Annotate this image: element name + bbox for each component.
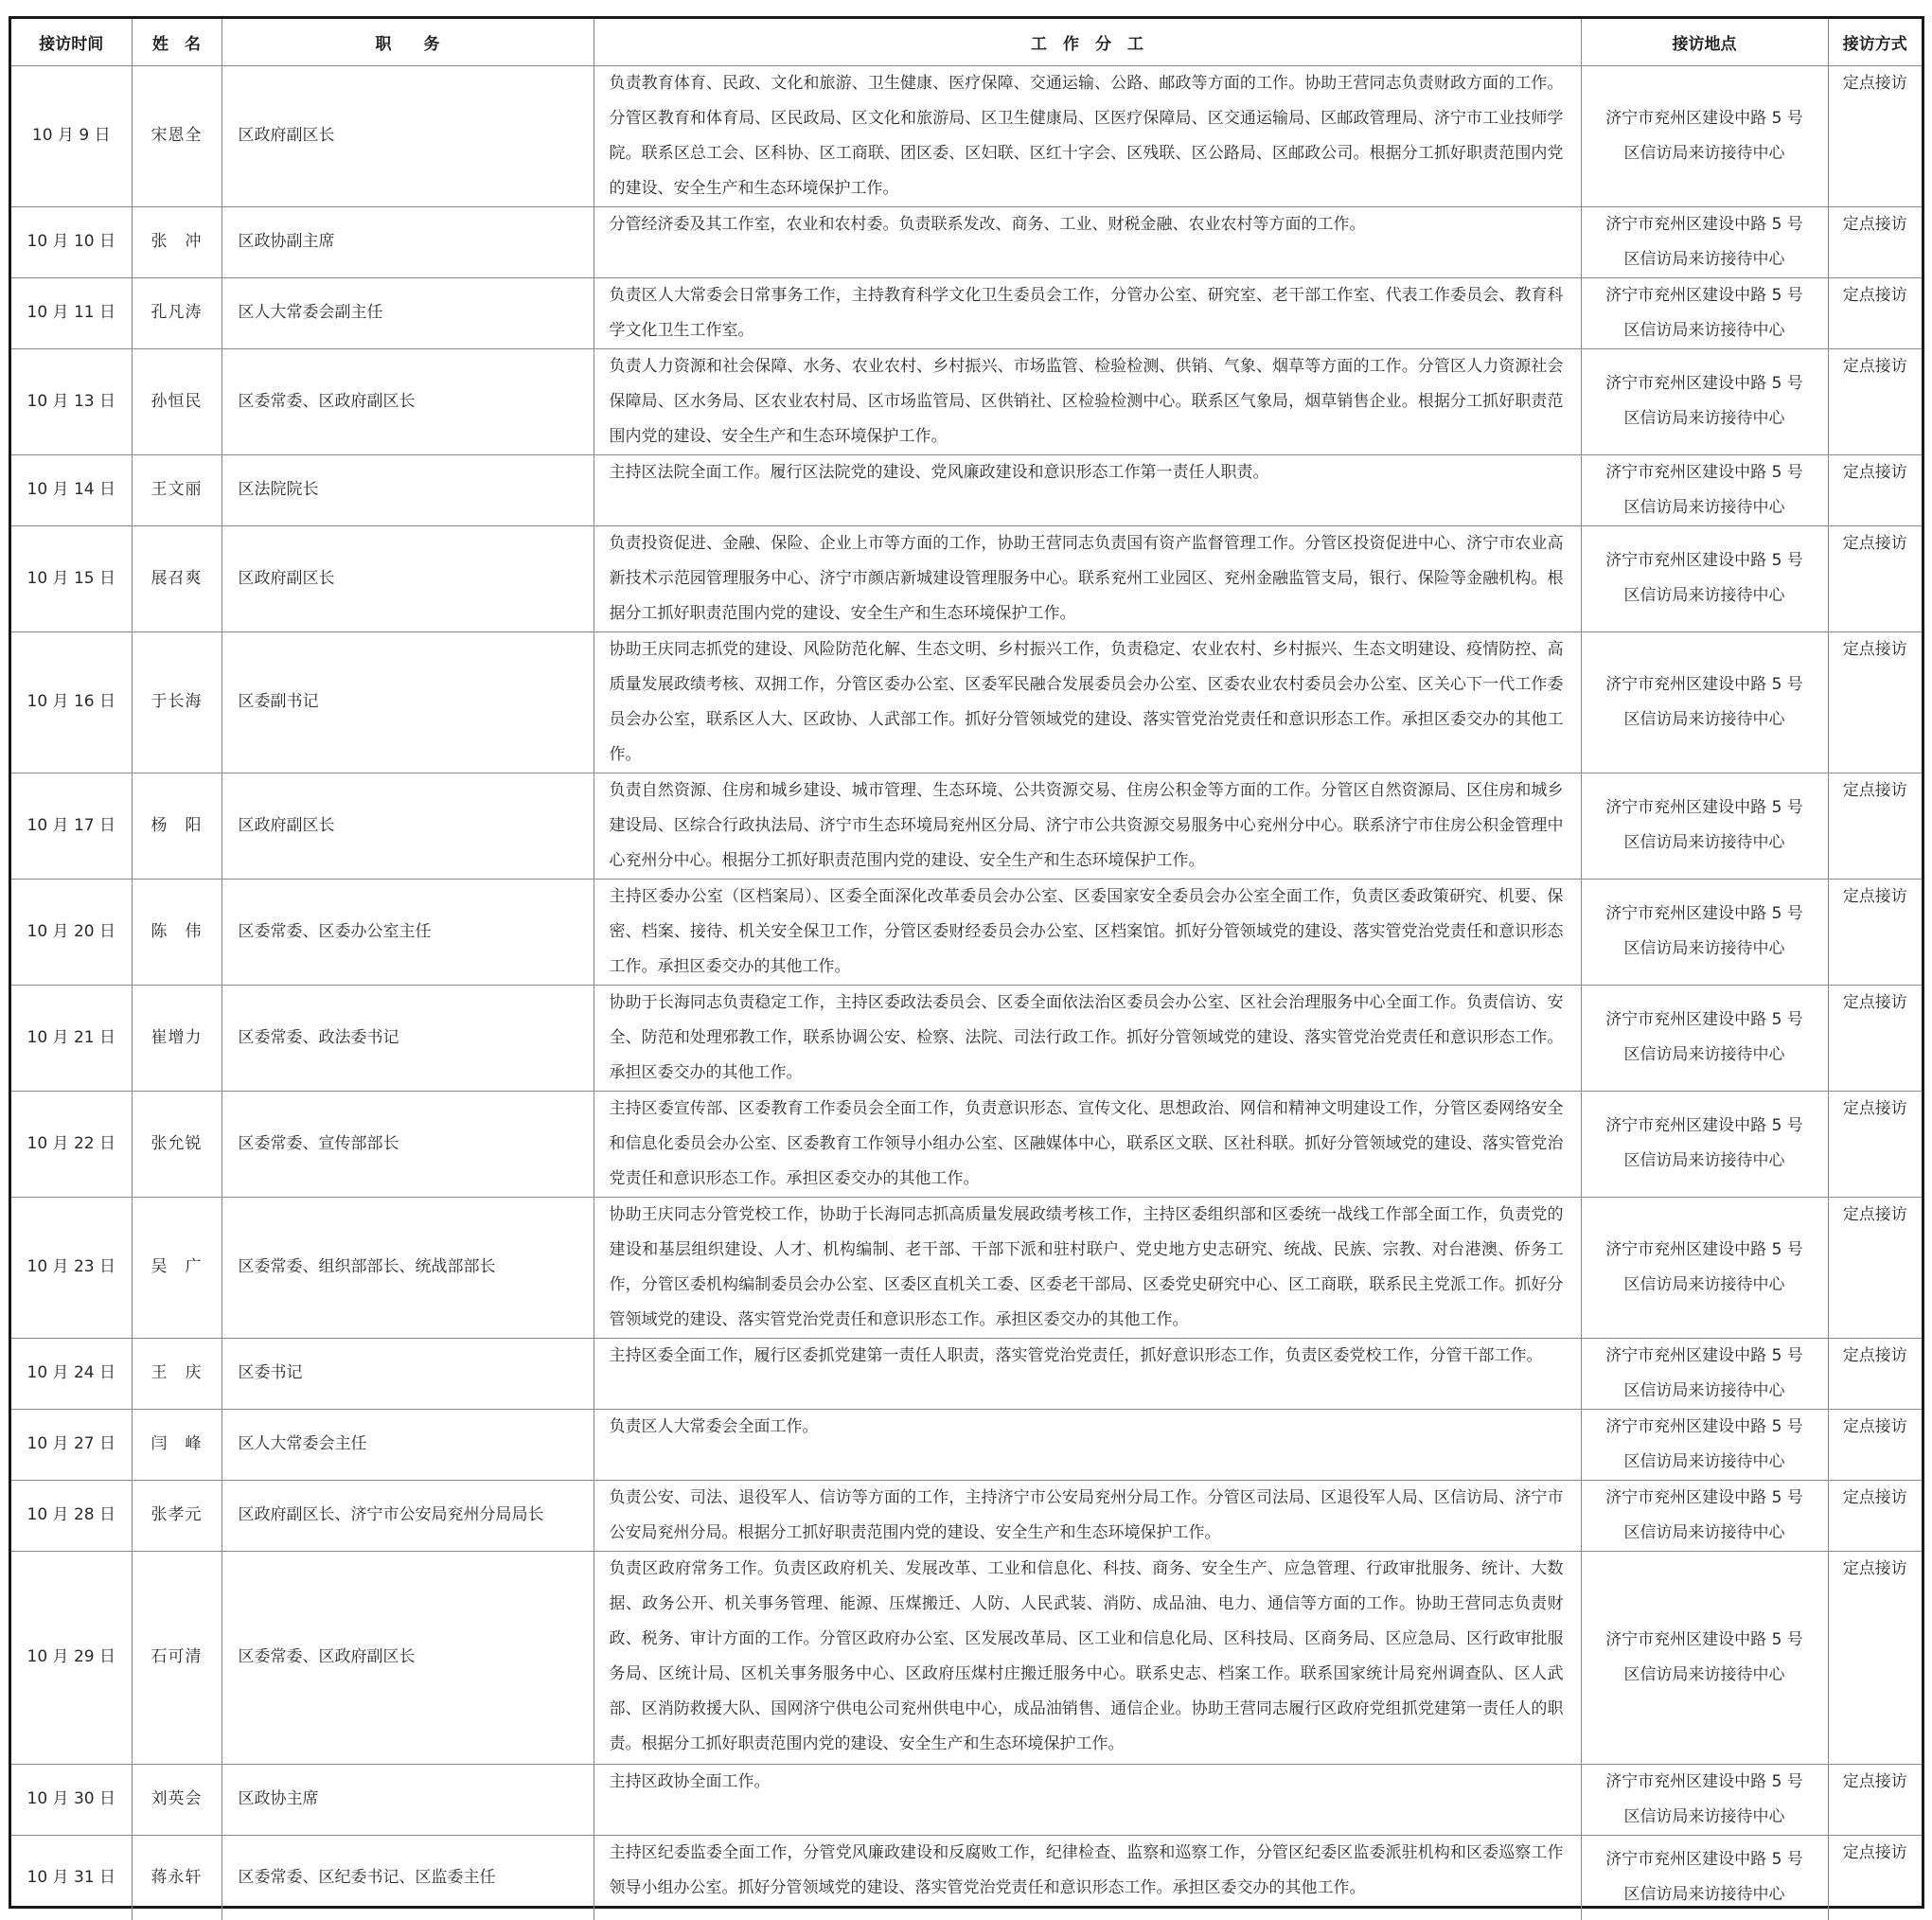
cell-place bbox=[1581, 525, 1828, 631]
cell-date: 10 月 21 日 bbox=[11, 985, 132, 1091]
cell-title: 区人大常委会主任 bbox=[222, 1409, 594, 1480]
cell-method: 定点接访 bbox=[1828, 1338, 1922, 1409]
cell-method: 定点接访 bbox=[1828, 525, 1922, 631]
cell-title: 区委常委、政法委书记 bbox=[222, 985, 594, 1091]
cell-name: 张 冲 bbox=[132, 206, 222, 277]
cell-method: 定点接访 bbox=[1828, 1480, 1922, 1551]
cell-title: 区政协主席 bbox=[222, 1764, 594, 1835]
header-place: 接访地点 bbox=[1581, 19, 1828, 65]
cell-method: 定点接访 bbox=[1828, 631, 1922, 773]
cell-title: 区政府副区长、济宁市公安局兖州分局局长 bbox=[222, 1480, 594, 1551]
cell-place bbox=[1581, 1835, 1828, 1920]
table-row bbox=[11, 985, 1922, 1091]
cell-date: 10 月 24 日 bbox=[11, 1338, 132, 1409]
table-row bbox=[11, 348, 1922, 454]
cell-duties: 主持区委办公室（区档案局）、区委全面深化改革委员会办公室、区委国家安全委员会办公室全面工作，负责区委政策研究、机要、保密、档案、接待、机关安全保卫工作，分管区委财经委员会办公室、区档案馆。抓好分管领域党的建设、落实管党治党责任和意识形态工作。承担区委交办的其他工作。 bbox=[594, 879, 1581, 985]
cell-duties: 主持区政协全面工作。 bbox=[594, 1764, 1581, 1835]
cell-name: 张允锐 bbox=[132, 1091, 222, 1197]
cell-place bbox=[1581, 631, 1828, 773]
cell-date: 10 月 10 日 bbox=[11, 206, 132, 277]
cell-duties: 主持区委全面工作，履行区委抓党建第一责任人职责，落实管党治党责任，抓好意识形态工作，负责区委党校工作，分管干部工作。 bbox=[594, 1338, 1581, 1409]
place-office: 区信访局来访接待中心 bbox=[1623, 939, 1785, 958]
place-address: 济宁市兖州区建设中路 5 号 bbox=[1605, 1850, 1803, 1870]
table-row bbox=[11, 277, 1922, 348]
cell-name: 孙恒民 bbox=[132, 348, 222, 454]
place-office: 区信访局来访接待中心 bbox=[1623, 497, 1785, 517]
cell-method: 定点接访 bbox=[1828, 277, 1922, 348]
place-address: 济宁市兖州区建设中路 5 号 bbox=[1605, 374, 1803, 393]
place-address: 济宁市兖州区建设中路 5 号 bbox=[1605, 462, 1803, 482]
cell-place bbox=[1581, 1551, 1828, 1764]
table-row bbox=[11, 773, 1922, 879]
cell-date: 10 月 20 日 bbox=[11, 879, 132, 985]
cell-name: 王文丽 bbox=[132, 454, 222, 525]
place-office: 区信访局来访接待中心 bbox=[1623, 1274, 1785, 1294]
cell-duties: 负责教育体育、民政、文化和旅游、卫生健康、医疗保障、交通运输、公路、邮政等方面的工作。协助王营同志负责财政方面的工作。分管区教育和体育局、区民政局、区文化和旅游局、区卫生健康局、区医疗保障局、区交通运输局、区邮政管理局、济宁市工业技师学院。联系区总工会、区科协、区工商联、团区委、区妇联、区红十字会、区残联、区公路局、区邮政公司。根据分工抓好职责范围内党的建设、安全生产和生态环境保护工作。 bbox=[594, 65, 1581, 206]
place-address: 济宁市兖州区建设中路 5 号 bbox=[1605, 1487, 1803, 1507]
cell-name: 张孝元 bbox=[132, 1480, 222, 1551]
place-address: 济宁市兖州区建设中路 5 号 bbox=[1605, 285, 1803, 305]
table-row bbox=[11, 1091, 1922, 1197]
cell-title: 区委常委、区政府副区长 bbox=[222, 1551, 594, 1764]
cell-date: 10 月 15 日 bbox=[11, 525, 132, 631]
place-address: 济宁市兖州区建设中路 5 号 bbox=[1605, 1239, 1803, 1259]
cell-name: 孔凡涛 bbox=[132, 277, 222, 348]
place-address: 济宁市兖州区建设中路 5 号 bbox=[1605, 1116, 1803, 1135]
schedule-frame bbox=[9, 16, 1924, 1909]
place-address: 济宁市兖州区建设中路 5 号 bbox=[1605, 108, 1803, 128]
header-method: 接访方式 bbox=[1828, 19, 1922, 65]
cell-title: 区委常委、区委办公室主任 bbox=[222, 879, 594, 985]
reception-schedule-table bbox=[11, 19, 1922, 1920]
cell-name: 王 庆 bbox=[132, 1338, 222, 1409]
table-body bbox=[11, 65, 1922, 1920]
cell-method: 定点接访 bbox=[1828, 348, 1922, 454]
cell-place bbox=[1581, 277, 1828, 348]
cell-place bbox=[1581, 879, 1828, 985]
place-office: 区信访局来访接待中心 bbox=[1623, 320, 1785, 340]
place-address: 济宁市兖州区建设中路 5 号 bbox=[1605, 551, 1803, 570]
cell-duties: 负责区人大常委会日常事务工作，主持教育科学文化卫生委员会工作，分管办公室、研究室、老干部工作室、代表工作委员会、教育科学文化卫生工作室。 bbox=[594, 277, 1581, 348]
cell-method: 定点接访 bbox=[1828, 1091, 1922, 1197]
cell-method: 定点接访 bbox=[1828, 1197, 1922, 1338]
cell-title: 区政府副区长 bbox=[222, 525, 594, 631]
table-row bbox=[11, 879, 1922, 985]
cell-title: 区委常委、宣传部部长 bbox=[222, 1091, 594, 1197]
cell-duties: 负责投资促进、金融、保险、企业上市等方面的工作，协助王营同志负责国有资产监督管理工作。分管区投资促进中心、济宁市农业高新技术示范园管理服务中心、济宁市颜店新城建设管理服务中心。联系兖州工业园区、兖州金融监管支局，银行、保险等金融机构。根据分工抓好职责范围内党的建设、安全生产和生态环境保护工作。 bbox=[594, 525, 1581, 631]
cell-place bbox=[1581, 1764, 1828, 1835]
cell-place bbox=[1581, 1409, 1828, 1480]
place-address: 济宁市兖州区建设中路 5 号 bbox=[1605, 904, 1803, 923]
place-office: 区信访局来访接待中心 bbox=[1623, 1380, 1785, 1400]
cell-date: 10 月 23 日 bbox=[11, 1197, 132, 1338]
cell-method: 定点接访 bbox=[1828, 985, 1922, 1091]
table-row bbox=[11, 454, 1922, 525]
cell-date: 10 月 27 日 bbox=[11, 1409, 132, 1480]
cell-title: 区委常委、组织部部长、统战部部长 bbox=[222, 1197, 594, 1338]
cell-duties: 主持区法院全面工作。履行区法院党的建设、党风廉政建设和意识形态工作第一责任人职责。 bbox=[594, 454, 1581, 525]
table-row bbox=[11, 65, 1922, 206]
header-title: 职 务 bbox=[222, 19, 594, 65]
place-address: 济宁市兖州区建设中路 5 号 bbox=[1605, 1771, 1803, 1791]
cell-title: 区委常委、区纪委书记、区监委主任 bbox=[222, 1835, 594, 1920]
cell-name: 于长海 bbox=[132, 631, 222, 773]
cell-place bbox=[1581, 985, 1828, 1091]
cell-place bbox=[1581, 1197, 1828, 1338]
cell-date: 10 月 13 日 bbox=[11, 348, 132, 454]
cell-date: 10 月 16 日 bbox=[11, 631, 132, 773]
cell-place bbox=[1581, 773, 1828, 879]
place-address: 济宁市兖州区建设中路 5 号 bbox=[1605, 1416, 1803, 1436]
cell-title: 区委常委、区政府副区长 bbox=[222, 348, 594, 454]
cell-duties: 负责公安、司法、退役军人、信访等方面的工作，主持济宁市公安局兖州分局工作。分管区司法局、区退役军人局、区信访局、济宁市公安局兖州分局。根据分工抓好职责范围内党的建设、安全生产和生态环境保护工作。 bbox=[594, 1480, 1581, 1551]
cell-title: 区政府副区长 bbox=[222, 773, 594, 879]
cell-name: 展召爽 bbox=[132, 525, 222, 631]
cell-date: 10 月 11 日 bbox=[11, 277, 132, 348]
cell-method: 定点接访 bbox=[1828, 1835, 1922, 1920]
cell-duties: 主持区委宣传部、区委教育工作委员会全面工作，负责意识形态、宣传文化、思想政治、网信和精神文明建设工作，分管区委网络安全和信息化委员会办公室、区委教育工作领导小组办公室、区融媒体中心，联系区文联、区社科联。抓好分管领域党的建设、落实管党治党责任和意识形态工作。承担区委交办的其他工作。 bbox=[594, 1091, 1581, 1197]
cell-place bbox=[1581, 206, 1828, 277]
cell-date: 10 月 31 日 bbox=[11, 1835, 132, 1920]
cell-name: 石可清 bbox=[132, 1551, 222, 1764]
cell-place bbox=[1581, 65, 1828, 206]
cell-name: 吴 广 bbox=[132, 1197, 222, 1338]
table-row bbox=[11, 525, 1922, 631]
place-office: 区信访局来访接待中心 bbox=[1623, 833, 1785, 852]
table-row bbox=[11, 1197, 1922, 1338]
place-office: 区信访局来访接待中心 bbox=[1623, 1151, 1785, 1170]
cell-place bbox=[1581, 454, 1828, 525]
cell-title: 区政府副区长 bbox=[222, 65, 594, 206]
cell-name: 闫 峰 bbox=[132, 1409, 222, 1480]
table-row bbox=[11, 1835, 1922, 1920]
cell-duties: 负责区人大常委会全面工作。 bbox=[594, 1409, 1581, 1480]
cell-place bbox=[1581, 1338, 1828, 1409]
cell-name: 崔增力 bbox=[132, 985, 222, 1091]
cell-duties: 负责人力资源和社会保障、水务、农业农村、乡村振兴、市场监管、检验检测、供销、气象、烟草等方面的工作。分管区人力资源社会保障局、区水务局、区农业农村局、区市场监管局、区供销社、区检验检测中心。联系区气象局，烟草销售企业。根据分工抓好职责范围内党的建设、安全生产和生态环境保护工作。 bbox=[594, 348, 1581, 454]
cell-name: 宋恩全 bbox=[132, 65, 222, 206]
table-row bbox=[11, 631, 1922, 773]
cell-place bbox=[1581, 1091, 1828, 1197]
place-office: 区信访局来访接待中心 bbox=[1623, 1664, 1785, 1684]
table-row bbox=[11, 1764, 1922, 1835]
cell-title: 区委书记 bbox=[222, 1338, 594, 1409]
place-office: 区信访局来访接待中心 bbox=[1623, 709, 1785, 729]
cell-method: 定点接访 bbox=[1828, 773, 1922, 879]
cell-method: 定点接访 bbox=[1828, 65, 1922, 206]
cell-date: 10 月 29 日 bbox=[11, 1551, 132, 1764]
place-office: 区信访局来访接待中心 bbox=[1623, 1885, 1785, 1905]
place-office: 区信访局来访接待中心 bbox=[1623, 409, 1785, 428]
cell-duties: 协助于长海同志负责稳定工作，主持区委政法委员会、区委全面依法治区委员会办公室、区社会治理服务中心全面工作。负责信访、安全、防范和处理邪教工作，联系协调公安、检察、法院、司法行政工作。抓好分管领域党的建设、落实管党治党责任和意识形态工作。承担区委交办的其他工作。 bbox=[594, 985, 1581, 1091]
header-row bbox=[11, 19, 1922, 65]
cell-title: 区人大常委会副主任 bbox=[222, 277, 594, 348]
cell-method: 定点接访 bbox=[1828, 1764, 1922, 1835]
place-address: 济宁市兖州区建设中路 5 号 bbox=[1605, 214, 1803, 234]
place-office: 区信访局来访接待中心 bbox=[1623, 586, 1785, 605]
cell-duties: 协助王庆同志分管党校工作，协助于长海同志抓高质量发展政绩考核工作，主持区委组织部和区委统一战线工作部全面工作，负责党的建设和基层组织建设、人才、机构编制、老干部、干部下派和驻村联户、党史地方史志研究、统战、民族、宗教、对台港澳、侨务工作，分管区委机构编制委员会办公室、区委区直机关工委、区委老干部局、区委党史研究中心、区工商联，联系民主党派工作。抓好分管领域党的建设、落实管党治党责任和意识形态工作。承担区委交办的其他工作。 bbox=[594, 1197, 1581, 1338]
place-office: 区信访局来访接待中心 bbox=[1623, 249, 1785, 269]
cell-duties: 协助王庆同志抓党的建设、风险防范化解、生态文明、乡村振兴工作，负责稳定、农业农村、乡村振兴、生态文明建设、疫情防控、高质量发展政绩考核、双拥工作，分管区委办公室、区委军民融合发展委员会办公室、区委农业农村委员会办公室、区关心下一代工作委员会办公室，联系区人大、区政协、人武部工作。抓好分管领域党的建设、落实管党治党责任和意识形态工作。承担区委交办的其他工作。 bbox=[594, 631, 1581, 773]
place-address: 济宁市兖州区建设中路 5 号 bbox=[1605, 674, 1803, 694]
cell-method: 定点接访 bbox=[1828, 879, 1922, 985]
cell-name: 刘英会 bbox=[132, 1764, 222, 1835]
cell-title: 区政协副主席 bbox=[222, 206, 594, 277]
cell-method: 定点接访 bbox=[1828, 1551, 1922, 1764]
place-office: 区信访局来访接待中心 bbox=[1623, 1806, 1785, 1826]
header-date: 接访时间 bbox=[11, 19, 132, 65]
cell-name: 杨 阳 bbox=[132, 773, 222, 879]
table-row bbox=[11, 1409, 1922, 1480]
cell-method: 定点接访 bbox=[1828, 1409, 1922, 1480]
table-row bbox=[11, 1551, 1922, 1764]
place-office: 区信访局来访接待中心 bbox=[1623, 1045, 1785, 1064]
cell-date: 10 月 22 日 bbox=[11, 1091, 132, 1197]
place-address: 济宁市兖州区建设中路 5 号 bbox=[1605, 1629, 1803, 1649]
cell-method: 定点接访 bbox=[1828, 206, 1922, 277]
cell-duties: 主持区纪委监委全面工作，分管党风廉政建设和反腐败工作，纪律检查、监察和巡察工作，分管区纪委区监委派驻机构和区委巡察工作领导小组办公室。抓好分管领域党的建设、落实管党治党责任和意识形态工作。承担区委交办的其他工作。 bbox=[594, 1835, 1581, 1920]
cell-title: 区委副书记 bbox=[222, 631, 594, 773]
place-office: 区信访局来访接待中心 bbox=[1623, 1451, 1785, 1471]
place-address: 济宁市兖州区建设中路 5 号 bbox=[1605, 798, 1803, 817]
cell-date: 10 月 14 日 bbox=[11, 454, 132, 525]
table-row bbox=[11, 1480, 1922, 1551]
cell-title: 区法院院长 bbox=[222, 454, 594, 525]
cell-place bbox=[1581, 348, 1828, 454]
header-name: 姓 名 bbox=[132, 19, 222, 65]
cell-name: 陈 伟 bbox=[132, 879, 222, 985]
cell-place bbox=[1581, 1480, 1828, 1551]
cell-date: 10 月 17 日 bbox=[11, 773, 132, 879]
place-office: 区信访局来访接待中心 bbox=[1623, 1522, 1785, 1542]
cell-duties: 分管经济委及其工作室，农业和农村委。负责联系发改、商务、工业、财税金融、农业农村等方面的工作。 bbox=[594, 206, 1581, 277]
table-row bbox=[11, 1338, 1922, 1409]
cell-method: 定点接访 bbox=[1828, 454, 1922, 525]
place-address: 济宁市兖州区建设中路 5 号 bbox=[1605, 1345, 1803, 1365]
cell-name: 蒋永轩 bbox=[132, 1835, 222, 1920]
table-row bbox=[11, 206, 1922, 277]
header-duties: 工 作 分 工 bbox=[594, 19, 1581, 65]
cell-date: 10 月 28 日 bbox=[11, 1480, 132, 1551]
place-office: 区信访局来访接待中心 bbox=[1623, 143, 1785, 163]
cell-duties: 负责自然资源、住房和城乡建设、城市管理、生态环境、公共资源交易、住房公积金等方面的工作。分管区自然资源局、区住房和城乡建设局、区综合行政执法局、济宁市生态环境局兖州区分局、济宁市公共资源交易服务中心兖州分中心。联系济宁市住房公积金管理中心兖州分中心。根据分工抓好职责范围内党的建设、安全生产和生态环境保护工作。 bbox=[594, 773, 1581, 879]
cell-duties: 负责区政府常务工作。负责区政府机关、发展改革、工业和信息化、科技、商务、安全生产、应急管理、行政审批服务、统计、大数据、政务公开、机关事务管理、能源、压煤搬迁、人防、人民武装、消防、成品油、电力、通信等方面的工作。协助王营同志负责财政、税务、审计方面的工作。分管区政府办公室、区发展改革局、区工业和信息化局、区科技局、区商务局、区应急局、区行政审批服务局、区统计局、区机关事务服务中心、区政府压煤村庄搬迁服务中心。联系史志、档案工作。联系国家统计局兖州调查队、区人武部、区消防救援大队、国网济宁供电公司兖州供电中心，成品油销售、通信企业。协助王营同志履行区政府党组抓党建第一责任人的职责。根据分工抓好职责范围内党的建设、安全生产和生态环境保护工作。 bbox=[594, 1551, 1581, 1764]
cell-date: 10 月 30 日 bbox=[11, 1764, 132, 1835]
place-address: 济宁市兖州区建设中路 5 号 bbox=[1605, 1010, 1803, 1029]
cell-date: 10 月 9 日 bbox=[11, 65, 132, 206]
